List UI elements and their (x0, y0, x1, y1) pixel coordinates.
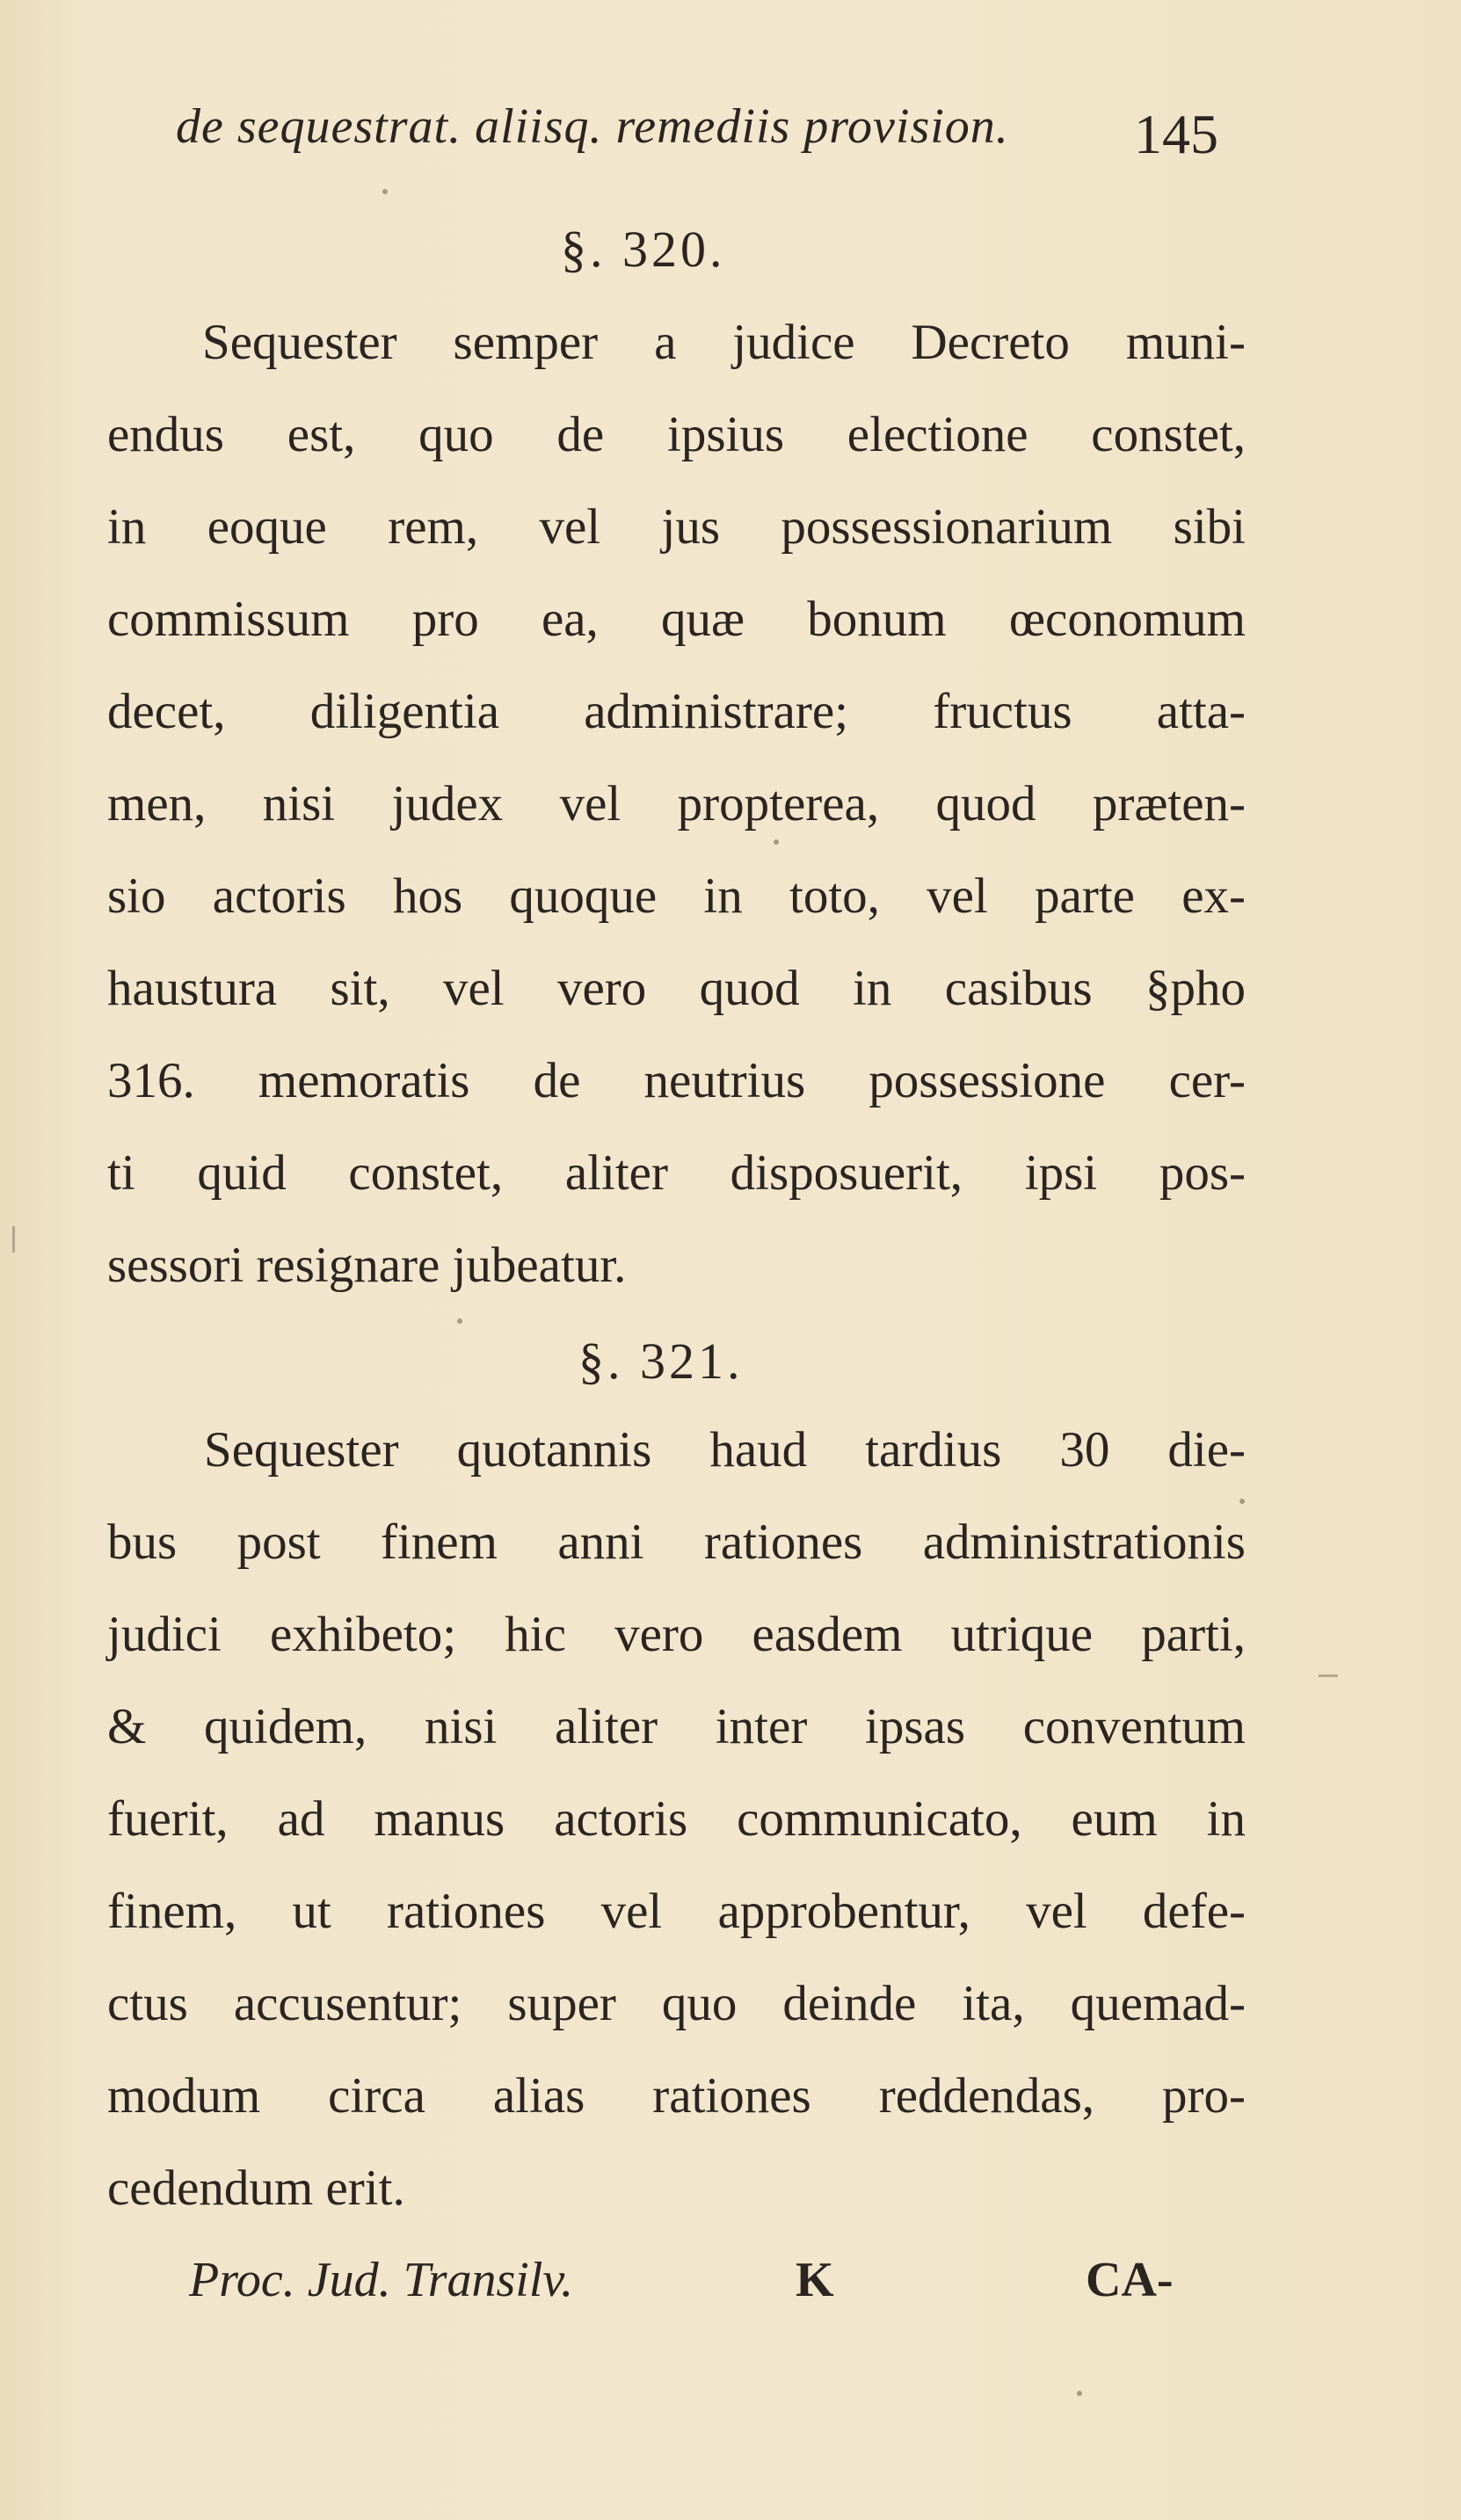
paragraph-line: fuerit, ad manus actoris communicato, eum in (107, 1791, 1246, 1847)
paragraph-line: ti quid constet, aliter disposuerit, ipsi pos- (107, 1145, 1246, 1201)
paragraph-line: ctus accusentur; super quo deinde ita, quemad- (107, 1976, 1246, 2031)
paragraph-line: sio actoris hos quoque in toto, vel parte ex- (107, 868, 1246, 924)
paragraph-line: cedendum erit. (107, 2161, 405, 2216)
paragraph-line: modum circa alias rationes reddendas, pro- (107, 2068, 1246, 2124)
paper-speck (1077, 2391, 1082, 2396)
paper-speck (382, 189, 388, 194)
paper-speck (457, 1318, 462, 1324)
paper-speck (774, 839, 779, 845)
paragraph-line: 316. memoratis de neutrius possessione cer- (107, 1053, 1246, 1108)
paragraph-line: sessori resignare jubeatur. (107, 1238, 627, 1293)
paragraph-line: Sequester quotannis haud tardius 30 die- (204, 1422, 1246, 1478)
paragraph-line: bus post finem anni rationes administrationis (107, 1514, 1246, 1570)
paragraph-line: Sequester semper a judice Decreto muni- (202, 315, 1246, 370)
paragraph-line: men, nisi judex vel propterea, quod præten- (107, 776, 1246, 832)
section-heading-321: §. 321. (578, 1333, 744, 1390)
paragraph-line: judici exhibeto; hic vero easdem utrique parti, (107, 1607, 1246, 1662)
paragraph-line: decet, diligentia administrare; fructus atta- (107, 684, 1246, 739)
section-heading-320: §. 320. (561, 221, 726, 278)
paragraph-line: commissum pro ea, quæ bonum œconomum (107, 592, 1246, 647)
page-number: 145 (1134, 103, 1218, 165)
paragraph-line: & quidem, nisi aliter inter ipsas conventum (107, 1699, 1246, 1754)
paragraph-line: endus est, quo de ipsius electione constet, (107, 407, 1246, 462)
edge-mark (1319, 1674, 1338, 1677)
paragraph-line: in eoque rem, vel jus possessionarium sibi (107, 499, 1246, 555)
paragraph-line: finem, ut rationes vel approbentur, vel defe- (107, 1884, 1246, 1939)
signature-mark: K (796, 2253, 834, 2307)
paper-speck (1239, 1499, 1245, 1504)
edge-mark (12, 1226, 15, 1253)
running-title: de sequestrat. aliisq. remediis provision. (176, 99, 1009, 154)
page-header (176, 98, 1248, 178)
signature-title: Proc. Jud. Transilv. (189, 2253, 574, 2307)
catchword: CA- (1086, 2253, 1174, 2307)
page-footer (189, 2252, 1200, 2322)
paragraph-line: haustura sit, vel vero quod in casibus §pho (107, 961, 1246, 1016)
